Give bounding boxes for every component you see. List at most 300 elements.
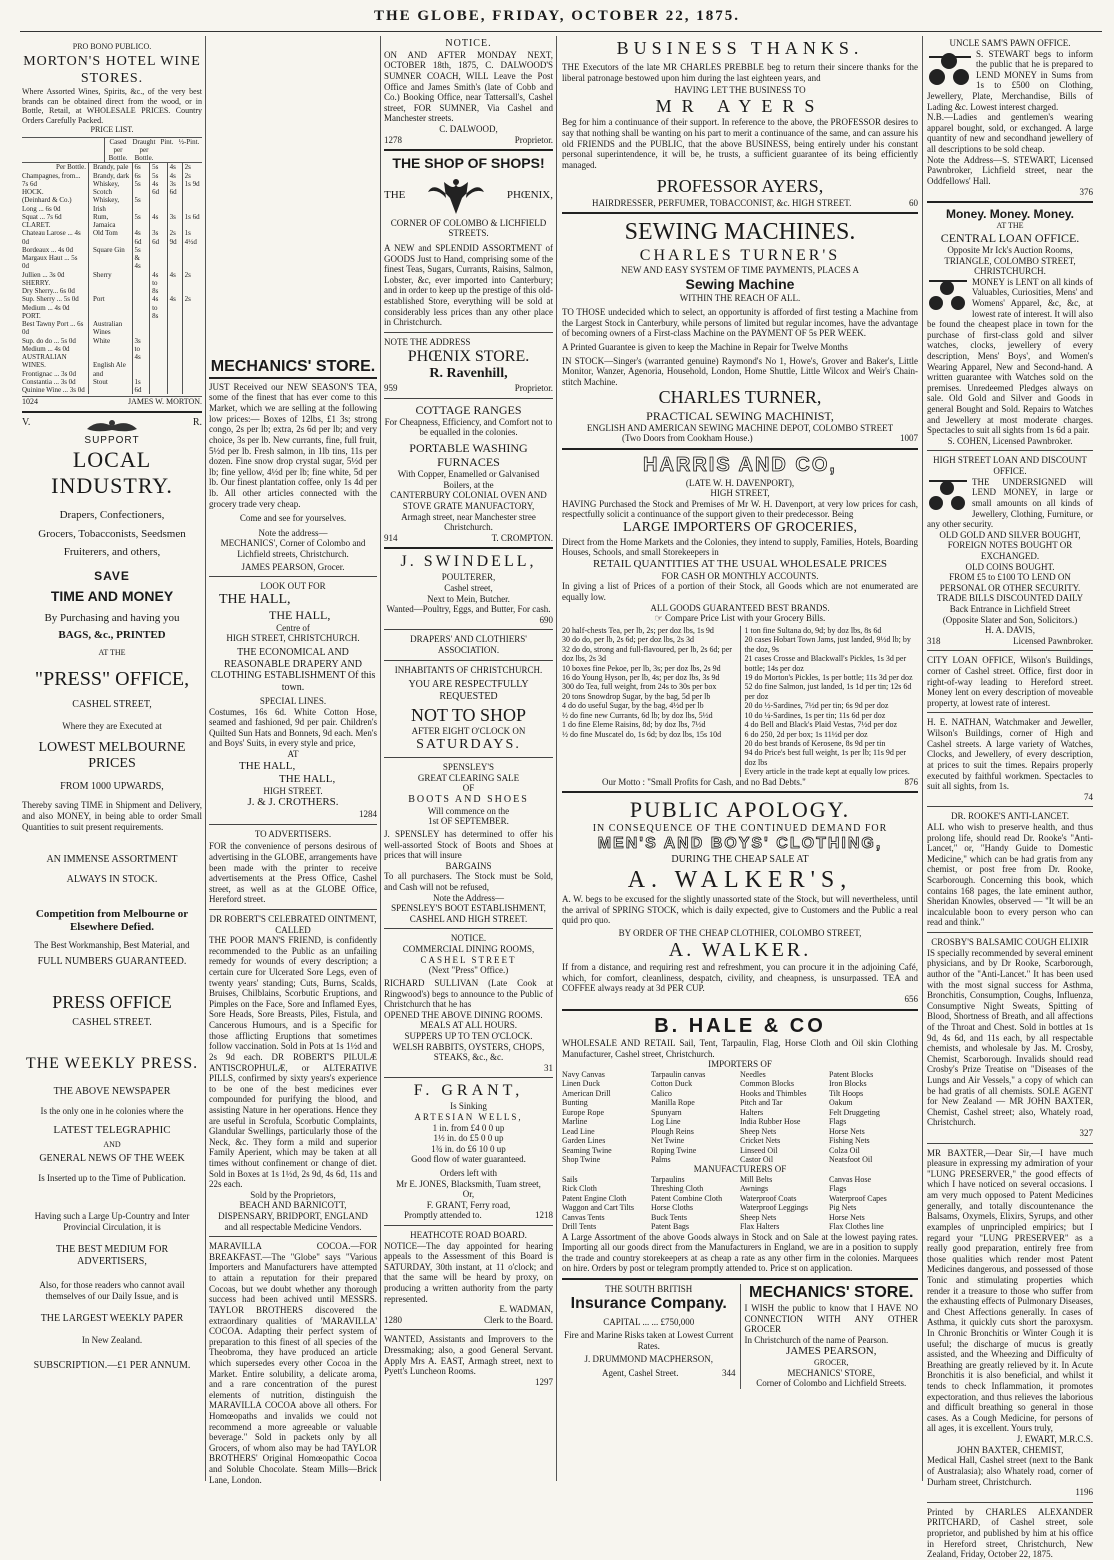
manufacture-item: Patent Combine Cloth bbox=[651, 1193, 723, 1203]
purchasing-line: By Purchasing and having you bbox=[44, 612, 180, 625]
table-row bbox=[91, 172, 202, 180]
price-list-item: 20 half-chests Tea, per lb, 2s; per doz lbs, 1s 9d bbox=[562, 625, 714, 635]
ad-number: 1284 bbox=[359, 809, 377, 820]
hale-text: WHOLESALE AND RETAIL Sail, Tent, Tarpaulin, Flag, Horse Cloth and Oil skin Clothing Manufacturer, Cashel street, Christchurch. bbox=[562, 1038, 918, 1059]
importers-list bbox=[562, 1070, 918, 1164]
best-work-line: The Best Workmanship, Best Material, and bbox=[34, 939, 190, 950]
import-item: Roping Twine bbox=[651, 1145, 697, 1155]
respectable-vendors: and all respectable Medicine Vendors. bbox=[224, 1221, 362, 1232]
wells-row: 1¾ in. do £6 10 0 up bbox=[431, 1143, 506, 1154]
local-industry-heading: LOCAL INDUSTRY. bbox=[51, 446, 173, 498]
largest-weekly: THE LARGEST WEEKLY PAPER bbox=[40, 1313, 184, 1325]
hairdresser-line: HAIRDRESSER, PERFUMER, TOBACCONIST, &c. HIGH STREET. bbox=[592, 197, 852, 208]
mechanics-come: Come and see for yourselves. bbox=[239, 513, 347, 524]
table-cell: 3s bbox=[167, 213, 182, 230]
table-cell: 2s bbox=[182, 271, 202, 296]
signature: JAMES W. MORTON. bbox=[127, 397, 202, 407]
table-header: Pint. bbox=[160, 137, 174, 146]
in-stock-text: IN STOCK—Singer's (warranted genuine) Raymond's No 1, Howe's, Grover and Baker's, Little Monitor, Wanzer, Agenoria, Household, London, Home Shuttle, Little Wilcox and Weir's Chain-stitch Machine. bbox=[562, 355, 918, 387]
audience-line: Grocers, Tobacconists, Seedsmen bbox=[38, 527, 186, 540]
advertisers-text: FOR the convenience of persons desirous of advertising in the GLOBE, arrangements have been made with the printer to receive advertisements at the Press Office, Cashel street, as well as at the GLOBE Office, Hereford street. bbox=[209, 841, 377, 905]
insurance-heading: Insurance Company. bbox=[570, 1294, 727, 1312]
south-british: THE SOUTH BRITISH bbox=[605, 1284, 693, 1295]
import-item: Tilt Hoops bbox=[829, 1088, 864, 1098]
licensed-label: Licensed Pawnbroker. bbox=[1013, 635, 1093, 646]
list-column bbox=[740, 1175, 829, 1232]
table-row bbox=[91, 229, 202, 246]
table-cell: Whiskey, Scotch bbox=[93, 179, 120, 197]
phoenix-icon bbox=[426, 174, 486, 218]
price-list-item: 1 do fine Eleme Raisins, 8d; by doz lbs, 7½d bbox=[562, 720, 706, 730]
suppers-line: SUPPERS UP TO TEN O'CLOCK. bbox=[404, 1030, 533, 1041]
ad-number: 376 bbox=[1079, 186, 1093, 197]
price-list-item: Every article in the trade kept at equally low prices. bbox=[744, 767, 910, 777]
fgrant-line: F. GRANT, Ferry road, bbox=[426, 1199, 511, 1210]
pawn-balls-icon bbox=[927, 49, 973, 89]
manufacture-item: Sails bbox=[562, 1174, 578, 1184]
price-list-item: 20 do best brands of Kerosene, 8s 9d per tin bbox=[744, 739, 886, 749]
column-rule bbox=[922, 36, 923, 1481]
poulterer-line: POULTERER, bbox=[441, 572, 496, 583]
ad-number: 914 bbox=[384, 532, 398, 543]
notice-text: ON AND AFTER MONDAY NEXT, OCTOBER 18th, 1875, C. DALWOOD'S SUMNER COACH, WILL Leave the Post Office and James Smith's (late of Cobb and Co.) Booking Office, near Tattersall's, Cashel street, FOR SUMNER, Via Cashel and Manchester streets. bbox=[384, 49, 553, 124]
christchurch-line: CHRISTCHURCH. bbox=[974, 266, 1046, 277]
centre-line: Centre of bbox=[276, 622, 310, 633]
medical-hall: Medical Hall, Cashel street (next to the Bank of Australasia); also Whately road, corner of Durham street, Christchurch. bbox=[927, 1455, 1093, 1487]
wine-list-item: PORT. bbox=[22, 311, 41, 320]
manufacture-item: Canvas Hose bbox=[829, 1174, 871, 1184]
time-money-heading: TIME AND MONEY bbox=[50, 587, 174, 604]
a-walkers-heading: A. WALKER'S, bbox=[627, 866, 853, 893]
wine-list bbox=[22, 163, 89, 394]
import-item: Manilla Rope bbox=[651, 1098, 695, 1108]
manufacture-item: Flax Halters bbox=[740, 1222, 780, 1232]
table-cell bbox=[182, 196, 202, 213]
note-address: NOTE THE ADDRESS bbox=[384, 336, 471, 347]
two-doors-line: (Two Doors from Cookham House.) bbox=[622, 433, 753, 444]
table-header: ½-Pint. bbox=[178, 137, 200, 146]
manufacture-item: Waterproof Capes bbox=[829, 1193, 887, 1203]
table-cell: 3s to 4s bbox=[132, 337, 150, 362]
wine-list-item: Margaux Haut ... 5s 0d bbox=[22, 254, 78, 271]
rooke-text: ALL who wish to preserve health, and thus prolong life, should read Dr. Rooke's "Anti-Lancet," or, "Handy Guide to Domestic Medicine," which can be had gratis from any chemist, or post free from Dr. Rooke, Scarborough. Concerning this book, which contains 168 pages, the late eminent author, Sheridan Knowles, observed — "It will be an incalculable boon to every person who can read and think." bbox=[927, 821, 1093, 928]
price-list-item: 10 boxes fine Pekoe, per lb, 3s; per doz lbs, 2s 9d bbox=[562, 663, 721, 673]
to-those-text: TO THOSE undecided which to select, an opportunity is afforded of first testing a Machine from the Largest Stock in Canterbury, while persons of limited but regular incomes, have the advantage of becoming owners of a First-class Machine on the PAYMENT OF 5s PER WEEK. bbox=[562, 307, 918, 339]
wine-list-item: Long ... 6s 0d bbox=[22, 204, 61, 213]
cashel-line: Cashel street, bbox=[444, 582, 493, 593]
best-medium-heading: THE BEST MEDIUM FOR ADVERTISERS, bbox=[55, 1244, 169, 1268]
table-cell: 2s bbox=[182, 172, 202, 180]
high-street-line: HIGH STREET, bbox=[710, 488, 770, 499]
new-zealand-line: In New Zealand. bbox=[81, 1335, 143, 1346]
nb-text: N.B.—Ladies and gentlemen's wearing apparel bought, sold, or exchanged. A large quantity of new and secondhand jewellery of all descriptions to be sold cheap. bbox=[927, 112, 1093, 155]
table-cell bbox=[167, 196, 182, 213]
table-cell bbox=[167, 320, 182, 337]
cottage-ranges-heading: COTTAGE RANGES bbox=[415, 402, 522, 417]
table-cell bbox=[150, 337, 168, 362]
spensley-boot: SPENSLEY'S BOOT ESTABLISHMENT, bbox=[391, 903, 546, 914]
large-importers-heading: LARGE IMPORTERS OF GROCERIES, bbox=[622, 520, 858, 536]
special-lines-heading: SPECIAL LINES. bbox=[259, 695, 327, 706]
inhabitants-line: INHABITANTS OF CHRISTCHURCH. bbox=[394, 664, 543, 675]
import-item: India Rubber Hose bbox=[740, 1117, 801, 1127]
manufacture-item: Patent Bags bbox=[651, 1222, 689, 1232]
table-row bbox=[91, 295, 202, 320]
always-line: ALWAYS IN STOCK. bbox=[66, 873, 158, 885]
table-cell bbox=[150, 361, 168, 378]
phoenix-store-heading: PHŒNIX STORE. bbox=[407, 347, 530, 365]
manufacture-item: Flax Clothes line bbox=[829, 1222, 884, 1232]
import-item: Iron Blocks bbox=[829, 1079, 867, 1089]
agent-line: Agent, Cashel Street. bbox=[602, 1367, 679, 1378]
the-hall-heading-4: THE HALL, bbox=[279, 772, 336, 785]
mechanics-store-ad-2 bbox=[741, 1284, 919, 1389]
practical-line: PRACTICAL SEWING MACHINIST, bbox=[646, 408, 834, 423]
bargains-line: BARGAINS bbox=[445, 860, 492, 871]
vr-right: R. bbox=[192, 416, 202, 428]
ad-number: 344 bbox=[722, 1367, 736, 1378]
import-item: Tarpaulin canvas bbox=[651, 1070, 706, 1079]
import-item: Cotton Duck bbox=[651, 1079, 693, 1089]
masthead-rule bbox=[20, 31, 1102, 32]
table-cell: Brandy, dark bbox=[93, 171, 130, 180]
press-office-heading-2: PRESS OFFICE bbox=[52, 992, 172, 1013]
high-street-line-2: HIGH STREET. bbox=[263, 785, 323, 796]
table-cell: Whiskey, Irish bbox=[93, 196, 120, 213]
import-item: Shop Twine bbox=[562, 1154, 601, 1164]
wine-list-item: Medium ... 4s 0d bbox=[22, 344, 70, 353]
ad-number: 318 bbox=[927, 635, 941, 646]
table-cell bbox=[150, 320, 168, 337]
import-item: American Drill bbox=[562, 1088, 611, 1098]
list-column bbox=[829, 1070, 918, 1164]
wanted-text: WANTED, Assistants and Improvers to the Dressmaking; also, a good General Servant. Apply Mrs A. EAST, Armagh street, next to Pyett's Luncheon Rooms. bbox=[384, 1334, 553, 1377]
table-row bbox=[91, 337, 202, 362]
table-cell: 1s 9d bbox=[182, 180, 202, 197]
crosby-text: IS specially recommended by several eminent physicians, and by Dr Rooke, Scarborough, author of the "Anti-Lancet." It has been used with the most signal success for Asthma, Bronchitis, Consumption, Coughs, Influenza, Consumptive Night Sweats, Spitting of Blood, Shortness of Breath, and all affections of the Throat and Chest. Sold in bottles at 1s 9d, 4s 6d, and 11s each, by all respectable chemists, and wholesale by Jas. M. Crosby, Chemist, Scarborough. Invalids should read Crosby's Prize Treatise on "Diseases of the Lungs and Air Vessels," a copy of which can be had gratis of all chemists. SOLE AGENT for New Zealand — MR JOHN BAXTER, Chemist, Cashel street; also, Whately road, Christchurch. bbox=[927, 947, 1093, 1128]
masthead bbox=[0, 0, 1114, 34]
having-let: HAVING LET THE BUSINESS TO bbox=[674, 85, 806, 96]
import-item: Navy Canvas bbox=[562, 1070, 605, 1079]
public-apology-heading: PUBLIC APOLOGY. bbox=[629, 797, 851, 823]
shop-text: A NEW and SPLENDID ASSORTMENT of GOODS Just to Hand, comprising some of the finest Teas, Sugars, Currants, Raisins, Salmon, Lobster, &c, ever imported into Canterbury; and in order to keep up the prestige of this old-established Store, everything will be sold at considerably less prices than any other place in Christchurch. bbox=[384, 243, 553, 328]
next-to-line: Next to Mein, Butcher. bbox=[427, 593, 510, 604]
you-are-requested: YOU ARE RESPECTFULLY REQUESTED bbox=[408, 679, 529, 702]
price-list-item: 4 do Bell and Black's Plaid Vestas, 7½d per doz bbox=[744, 720, 898, 730]
price-list-item: 20 do ½-Sardines, 7½d per tin; 6s 9d per doz bbox=[744, 701, 889, 711]
table-cell bbox=[150, 378, 168, 395]
in-consequence-line: IN CONSEQUENCE OF THE CONTINUED DEMAND FOR bbox=[592, 823, 888, 835]
import-item: Marline bbox=[562, 1117, 588, 1127]
import-item: Spunyarn bbox=[651, 1107, 682, 1117]
import-item: Horse Nets bbox=[829, 1126, 865, 1136]
price-list-item: 10 do ¼-Sardines, 1s per tin; 11s 6d per doz bbox=[744, 710, 886, 720]
price-list-item: 32 do do, strong and full-flavoured, per lb, 2s 6d; per doz lbs, 2s 3d bbox=[562, 644, 732, 664]
import-item: Hooks and Thimbles bbox=[740, 1088, 807, 1098]
the-hall-heading: THE HALL, bbox=[219, 591, 291, 607]
saturdays-heading: SATURDAYS. bbox=[416, 736, 521, 752]
new-easy-line: NEW AND EASY SYSTEM OF TIME PAYMENTS, PLACES A bbox=[621, 265, 859, 276]
table-cell bbox=[150, 246, 168, 271]
business-thanks-heading: BUSINESS THANKS. bbox=[616, 38, 864, 58]
a-walker-heading: A. WALKER. bbox=[668, 938, 812, 961]
table-cell bbox=[167, 337, 182, 362]
artesian-wells: ARTESIAN WELLS, bbox=[414, 1111, 523, 1122]
wine-list-item: SHERRY. bbox=[22, 278, 51, 287]
table-cell bbox=[182, 378, 202, 395]
ravenhill-name: R. Ravenhill, bbox=[429, 366, 508, 382]
vr-left: V. bbox=[22, 416, 31, 428]
uncle-sam-heading: UNCLE SAM'S PAWN OFFICE. bbox=[949, 38, 1071, 48]
table-cell bbox=[182, 320, 202, 337]
mens-boys-heading: MEN'S AND BOYS' CLOTHING, bbox=[597, 835, 883, 853]
charles-turner-heading: CHARLES TURNER, bbox=[658, 387, 822, 408]
heathcote-text: NOTICE—The day appointed for hearing appeals to the Assessment of this Board is SATURDAY, 30th instant, at 11 o'clock; and that the same will be heard by proxy, on producing a written authority from the party represented. bbox=[384, 1240, 553, 1304]
pro-bono: PRO BONO PUBLICO. bbox=[72, 42, 152, 51]
table-row bbox=[91, 320, 202, 337]
table-cell: 4s 6d bbox=[150, 180, 168, 197]
great-clearing-sale: GREAT CLEARING SALE bbox=[417, 772, 520, 783]
table-cell: 4s to 8s bbox=[150, 271, 168, 296]
table-cell: White bbox=[93, 336, 111, 345]
wine-list-item: Sup. Sherry ... 5s 0d bbox=[22, 295, 79, 304]
price-list-item: 1 ton fine Sultana do, 9d; by doz lbs, 8s 6d bbox=[744, 625, 882, 635]
proprietor-label: Proprietor. bbox=[514, 134, 553, 145]
mechanics-store-line: MECHANICS' STORE, bbox=[787, 1367, 875, 1378]
price-table-body bbox=[22, 163, 202, 394]
direct-text: Direct from the Home Markets and the Colonies, they intend to supply, Families, Hotels, Boarding Houses, Schools, and small Storekeepers in bbox=[562, 536, 918, 558]
table-cell: Stout bbox=[93, 377, 108, 386]
commercial-dining: COMMERCIAL DINING ROOMS, bbox=[402, 944, 535, 955]
price-list-item: ½ do fine new Currants, 6d lb; by doz lbs, 5½d bbox=[562, 710, 713, 720]
notice-heading-2: NOTICE. bbox=[450, 933, 487, 944]
dispensary-line: DISPENSARY, BRIDPORT, ENGLAND bbox=[218, 1211, 368, 1222]
stewart-address: Note the Address—S. STEWART, Licensed Pawnbroker, Lichfield street, near the Oddfellows' Hall. bbox=[927, 154, 1093, 186]
if-from-text: If from a distance, and requiring rest and refreshment, you can procure it in the adjoining Café, which, for comfort, cleanliness, despatch, civility, and cheapness, is unsurpassed. TEA and COFFEE always ready at 3d PER CUP. bbox=[562, 962, 918, 994]
list-column bbox=[562, 1070, 651, 1164]
welsh-line: WELSH RABBITS, OYSTERS, CHOPS, STEAKS, &c., &c. bbox=[392, 1041, 545, 1063]
high-street-line: HIGH STREET, CHRISTCHURCH. bbox=[226, 633, 360, 644]
import-item: Bunting bbox=[562, 1098, 588, 1108]
motto-line: Our Motto : "Small Profits for Cash, and no Bad Debts." bbox=[602, 776, 806, 787]
import-item: Felt Druggeting bbox=[829, 1107, 880, 1117]
mechanics-note: Note the address— bbox=[258, 527, 328, 538]
list-column bbox=[651, 1175, 740, 1232]
ewart-signature: J. EWART, M.R.C.S. bbox=[1016, 1434, 1093, 1445]
walker-text: A. W. begs to be excused for the slightly unassorted state of the Stock, but will nevertheless, until the arrival of SPRING STOCK, which is daily expected, give to Customers and the Public a real quid pro quo. bbox=[562, 894, 918, 926]
heathcote-heading: HEATHCOTE ROAD BOARD. bbox=[410, 1229, 527, 1240]
wells-row: 1 in. from £4 0 0 up bbox=[432, 1122, 505, 1133]
import-item: Lead Line bbox=[562, 1126, 595, 1136]
list-column bbox=[740, 1070, 829, 1164]
professor-ayers-heading: PROFESSOR AYERS, bbox=[656, 176, 824, 197]
meals-line: MEALS AT ALL HOURS. bbox=[419, 1020, 517, 1031]
import-item: Seaming Twine bbox=[562, 1145, 612, 1155]
manufacture-item: Waterproof Coats bbox=[740, 1193, 797, 1203]
spirits-table bbox=[89, 163, 202, 394]
wanted-line: Wanted—Poultry, Eggs, and Butter, For cash. bbox=[386, 604, 551, 615]
roberts-heading: DR ROBERT'S CELEBRATED OINTMENT, CALLED bbox=[209, 913, 377, 935]
inserted-line: Is Inserted up to the Time of Publication. bbox=[38, 1172, 186, 1183]
guarantee-text: A Printed Guarantee is given to keep the Machine in Repair for Twelve Months bbox=[562, 341, 848, 352]
hall-text: THE ECONOMICAL AND REASONABLE DRAPERY AND CLOTHING ESTABLISHMENT Of this town. bbox=[210, 646, 376, 694]
table-cell: 3s 6d bbox=[150, 229, 168, 246]
table-cell bbox=[167, 246, 182, 271]
central-text: MONEY is LENT on all kinds of Valuables, Curiosities, Mens' and Womens' Apparel, &c, &c, at lowest rate of interest. It will also be found the cheapest place in town for the purchase of first-class gold and silver watches, clocks, jewellery of every description, Mens' Boys', and Women's Wearing Apparel, New and Second-hand. A written guarantee with Watches sold on the premises. Unredeemed Pledges always on sale. Old Gold and Silver and Goods in general Bought and Sold. Repairs to Watches and Jewellery at most moderate charges. Spectacles to suit all sights from 1s 6d a pair. bbox=[927, 276, 1093, 436]
notice-heading: NOTICE. bbox=[445, 38, 492, 49]
manufacture-item: Horse Cloths bbox=[651, 1203, 693, 1213]
table-cell bbox=[150, 196, 168, 213]
column-3 bbox=[384, 38, 553, 1388]
general-news: GENERAL NEWS OF THE WEEK bbox=[39, 1152, 185, 1164]
bags-line: BAGS, &c., PRINTED bbox=[58, 629, 166, 642]
wine-list-item: Medium ... 4s 0d bbox=[22, 303, 70, 312]
opposite-line-2: (Opposite Slater and Son, Solicitors.) bbox=[942, 614, 1078, 625]
import-item: Oakum bbox=[829, 1098, 853, 1108]
manufacturers-of: MANUFACTURERS OF bbox=[693, 1164, 787, 1175]
or-line: Or, bbox=[462, 1189, 475, 1200]
ad-number: 876 bbox=[904, 776, 918, 787]
boots-shoes: BOOTS AND SHOES bbox=[408, 793, 529, 805]
manufacture-item: Tarpaulins bbox=[651, 1174, 685, 1184]
jones-line: Mr E. JONES, Blacksmith, Tuam street, bbox=[396, 1178, 541, 1189]
table-cell: 5s & 4s bbox=[132, 246, 150, 271]
table-cell: 4s 6d bbox=[132, 229, 150, 246]
crosby-heading: CROSBY'S BALSAMIC COUGH ELIXIR bbox=[931, 937, 1089, 948]
in-christchurch: In Christchurch of the name of Pearson. bbox=[744, 1334, 889, 1345]
by-order-line: BY ORDER OF THE CHEAP CLOTHIER, COLOMBO STREET, bbox=[618, 927, 862, 938]
table-cell: Square Gin bbox=[93, 245, 125, 254]
manufacture-item: Waggon and Cart Tilts bbox=[562, 1203, 635, 1213]
table-cell bbox=[167, 378, 182, 395]
not-to-shop-heading: NOT TO SHOP bbox=[410, 704, 527, 725]
swindell-heading: J. SWINDELL, bbox=[400, 553, 537, 571]
manufacture-item: Threshing Cloth bbox=[651, 1184, 704, 1194]
i-wish-text: I WISH the public to know that I HAVE NO CONNECTION WITH ANY OTHER GROCER bbox=[744, 1302, 918, 1335]
manufacture-item: Mill Belts bbox=[740, 1174, 773, 1184]
table-cell: 1s 6d bbox=[182, 213, 202, 230]
ad-number: 1007 bbox=[900, 433, 918, 444]
armagh-line: Armagh street, near Manchester stree Christchurch. bbox=[401, 511, 536, 533]
morton-text: Where Assorted Wines, Spirits, &c., of the very best brands can be obtained direct from the wood, or in Bottle, Retail, at WHOLESALE PRICES. Country Orders Carefully Packed. bbox=[22, 87, 202, 125]
wine-list-item: Jullien ... 3s 0d bbox=[22, 270, 65, 279]
spensley-text: J. SPENSLEY has determined to offer his well-assorted Stock of Boots and Shoes at prices that will insure bbox=[384, 829, 553, 861]
table-cell: Brandy, pale bbox=[93, 163, 129, 172]
ad-number: 327 bbox=[1079, 1128, 1093, 1139]
ad-number: 1024 bbox=[22, 397, 38, 407]
grocery-price-list bbox=[562, 626, 918, 777]
price-list-item: 16 do Young Hyson, per lb, 4s; per doz lbs, 3s 9d bbox=[562, 672, 720, 682]
price-list-item: 6 do 250, 2d per box; 1s 11½d per doz bbox=[744, 729, 868, 739]
pawn-balls-icon bbox=[927, 277, 969, 315]
beach-barnicott: BEACH AND BARNICOTT, bbox=[239, 1200, 347, 1211]
subscription-line: SUBSCRIPTION.—£1 PER ANNUM. bbox=[33, 1359, 191, 1371]
wine-list-item: Frontignac ... 3s 0d bbox=[22, 369, 77, 378]
import-item: Sheep Nets bbox=[740, 1126, 777, 1136]
dalwood-signature: C. DALWOOD, bbox=[439, 124, 498, 135]
table-row bbox=[91, 180, 202, 197]
note-address-2: Note the Address— bbox=[433, 892, 504, 903]
giving-list-text: In giving a list of Prices of a portion of their Stock, all Goods which are not enumerated are equally low. bbox=[562, 581, 918, 602]
lowest-prices-heading: LOWEST MELBOURNE PRICES bbox=[38, 739, 186, 772]
table-cell: 2s 9d bbox=[167, 229, 182, 246]
table-cell: 5s bbox=[132, 213, 150, 230]
table-cell: 4s bbox=[167, 163, 182, 171]
also-line: Also, for those readers who cannot avail themselves of our Daily Issue, and is bbox=[39, 1280, 185, 1301]
compare-line bbox=[562, 613, 918, 624]
ad-number: 1196 bbox=[1075, 1487, 1093, 1498]
manufacture-item: Waterproof Leggings bbox=[740, 1203, 808, 1213]
import-item: Colza Oil bbox=[829, 1145, 860, 1155]
canterbury-line: CANTERBURY COLONIAL OVEN AND STOVE GRATE MANUFACTORY, bbox=[390, 490, 547, 512]
import-item: Neatsfoot Oil bbox=[829, 1154, 873, 1164]
table-cell bbox=[182, 361, 202, 378]
wine-list-item: AUSTRALIAN WINES. bbox=[22, 353, 67, 370]
stewart-text: S. STEWART begs to inform the public that he is prepared to LEND MONEY in Sums from 1s to £500 on Clothing, Jewellery, Plate, Merchandise, Bills of Lading &c. Lowest interest charged. bbox=[927, 48, 1093, 112]
price-list-item: ½ do fine Muscatel do, 1s 6d; by doz lbs, 15s 10d bbox=[562, 729, 722, 739]
next-press: (Next "Press" Office.) bbox=[428, 965, 509, 976]
will-commence: Will commence on the bbox=[427, 805, 510, 816]
ad-number: 656 bbox=[904, 993, 918, 1004]
column-4 bbox=[562, 38, 918, 1389]
cottage-text: For Cheapness, Efficiency, and Comfort not to be equalled in the colonies. bbox=[384, 416, 553, 438]
manufacture-item: Sheep Nets bbox=[740, 1212, 777, 1222]
table-cell: 6s bbox=[132, 163, 150, 171]
davis-name: H. A. DAVIS, bbox=[984, 625, 1036, 636]
from5-line: FROM £5 to £100 TO LEND ON PERSONAL OR OTHER SECURITY. bbox=[939, 572, 1081, 593]
manufacture-item: Flags bbox=[829, 1184, 847, 1194]
wine-list-item: Chateau Larose ... 4s 0d bbox=[22, 229, 81, 246]
first-september: 1st OF SEPTEMBER. bbox=[428, 816, 509, 827]
ad-number: 1297 bbox=[535, 1376, 553, 1387]
manufacture-item: Horse Nets bbox=[829, 1212, 865, 1222]
save-heading: SAVE bbox=[94, 569, 130, 584]
corner-line: CORNER OF COLOMBO & LICHFIELD STREETS. bbox=[390, 217, 547, 239]
wells-row: 1½ in. do £5 0 0 up bbox=[433, 1133, 504, 1144]
mechanics-address: MECHANICS', Corner of Colombo and Lichfield streets, Christchurch. bbox=[220, 538, 366, 560]
manufacture-item: Drill Tents bbox=[562, 1222, 597, 1232]
table-cell: 3s 6d bbox=[167, 180, 182, 197]
crothers-signature: J. & J. CROTHERS. bbox=[247, 796, 339, 809]
table-row bbox=[91, 271, 202, 296]
table-cell bbox=[132, 361, 150, 378]
back-entrance: Back Entrance in Lichfield Street bbox=[949, 604, 1071, 614]
clerk-label: Clerk to the Board. bbox=[484, 1314, 553, 1325]
full-numbers-line: FULL NUMBERS GUARANTEED. bbox=[37, 956, 187, 968]
weekly-press-heading: THE WEEKLY PRESS. bbox=[25, 1055, 199, 1073]
import-item: Calico bbox=[651, 1088, 672, 1098]
wadman-signature: E. WADMAN, bbox=[499, 1304, 553, 1315]
wine-list-item: HOCK. bbox=[22, 188, 44, 197]
good-flow: Good flow of water guaranteed. bbox=[411, 1154, 526, 1165]
per-bottle-label: Per Bottle. bbox=[56, 163, 86, 172]
audience-line: Fruiterers, and others, bbox=[63, 546, 161, 559]
morton-title: MORTON'S HOTEL WINE STORES. bbox=[23, 54, 201, 86]
column-rule bbox=[380, 36, 381, 1481]
price-list-item: 20 tons Snowdrop Sugar, by the bag, 5d per lb bbox=[562, 691, 711, 701]
price-list-item: 21 cases Crosse and Blackwall's Pickles, 1s 3d per bottle; 14s per doz bbox=[744, 654, 907, 673]
royal-crest-icon bbox=[82, 417, 142, 435]
promptly-line: Promptly attended to. bbox=[404, 1210, 482, 1221]
thanks-text: THE Executors of the late MR CHARLES PREBBLE beg to return their sincere thanks for the liberal patronage bestowed upon him during the last eighteen years, and bbox=[562, 62, 918, 83]
table-cell: 4s bbox=[167, 295, 182, 320]
manufacture-item: Patent Engine Cloth bbox=[562, 1193, 627, 1203]
price-list-item: 19 do Morton's Pickles, 1s per bottle; 11s 3d per doz bbox=[744, 672, 913, 682]
table-cell: Sherry bbox=[93, 270, 112, 279]
table-cell: 2s bbox=[182, 295, 202, 320]
high-loan-heading: HIGH STREET LOAN AND DISCOUNT OFFICE. bbox=[933, 455, 1087, 477]
shop-of-shops-heading: THE SHOP OF SHOPS! bbox=[392, 155, 545, 172]
